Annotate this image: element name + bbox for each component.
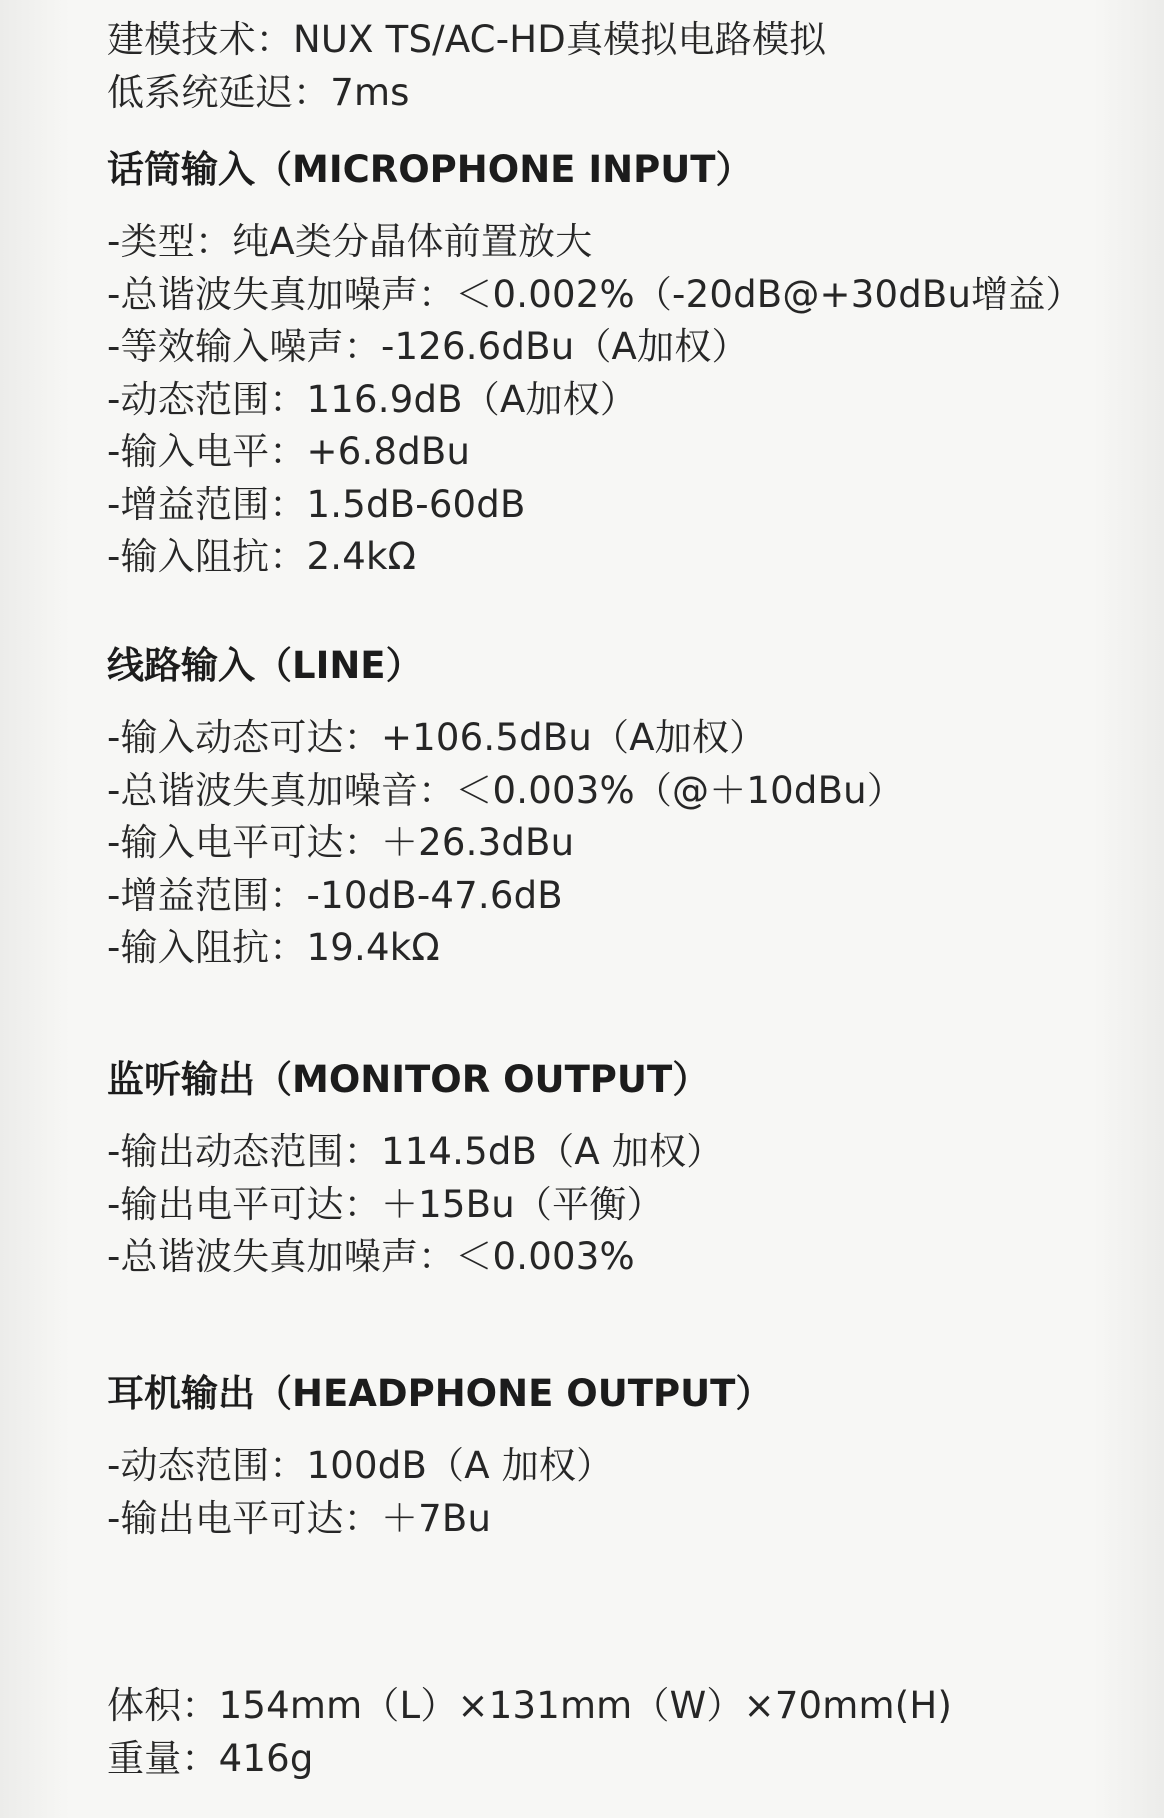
modeling-tech-line: 建模技术：NUX TS/AC-HD真模拟电路模拟: [107, 18, 827, 61]
spec-list: [107, 1126, 1137, 1284]
latency-line: 低系统延迟：7ms: [107, 70, 410, 114]
section-title: 耳机输出（HEADPHONE OUTPUT）: [107, 1372, 773, 1415]
section-title: 线路输入（LINE）: [107, 644, 423, 687]
spec-item: -输出动态范围：114.5dB（A 加权）: [107, 1130, 724, 1173]
spec-item: -类型：纯A类分晶体前置放大: [107, 220, 593, 263]
spec-item: -总谐波失真加噪音：＜0.003%（@＋10dBu）: [107, 768, 905, 812]
section-line-input: [107, 640, 1137, 975]
spec-item: -总谐波失真加噪声：＜0.002%（-20dB@+30dBu增益）: [107, 272, 1083, 316]
section-title: 监听输出（MONITOR OUTPUT）: [107, 1058, 710, 1101]
size-line: 体积：154mm（L）×131mm（W）×70mm(H): [107, 1684, 953, 1727]
spec-list: [107, 216, 1137, 584]
spec-list: [107, 1440, 1137, 1545]
spec-item: -动态范围：100dB（A 加权）: [107, 1444, 614, 1487]
weight-line: 重量：416g: [107, 1736, 314, 1780]
section-title: 话筒输入（MICROPHONE INPUT）: [107, 148, 753, 191]
intro-block: [107, 14, 1137, 119]
spec-item: -等效输入噪声：-126.6dBu（A加权）: [107, 325, 749, 368]
spec-item: -输入阻抗：19.4kΩ: [107, 926, 440, 969]
spec-item: -动态范围：116.9dB（A加权）: [107, 377, 638, 421]
spec-item: -输入电平可达：＋26.3dBu: [107, 821, 575, 864]
dimensions-block: [107, 1680, 1137, 1785]
spec-item: -增益范围：-10dB-47.6dB: [107, 873, 563, 917]
spec-item: -输入动态可达：+106.5dBu（A加权）: [107, 716, 767, 759]
spec-item: -增益范围：1.5dB-60dB: [107, 482, 526, 526]
section-microphone-input: [107, 144, 1137, 584]
spec-item: -输出电平可达：＋7Bu: [107, 1496, 492, 1540]
spec-list: [107, 712, 1137, 975]
spec-item: -输入阻抗：2.4kΩ: [107, 535, 417, 578]
spec-item: -输入电平：+6.8dBu: [107, 430, 471, 473]
section-headphone-output: [107, 1368, 1137, 1545]
spec-item: -输出电平可达：＋15Bu（平衡）: [107, 1182, 664, 1226]
spec-item: -总谐波失真加噪声：＜0.003%: [107, 1235, 635, 1278]
section-monitor-output: [107, 1054, 1137, 1284]
